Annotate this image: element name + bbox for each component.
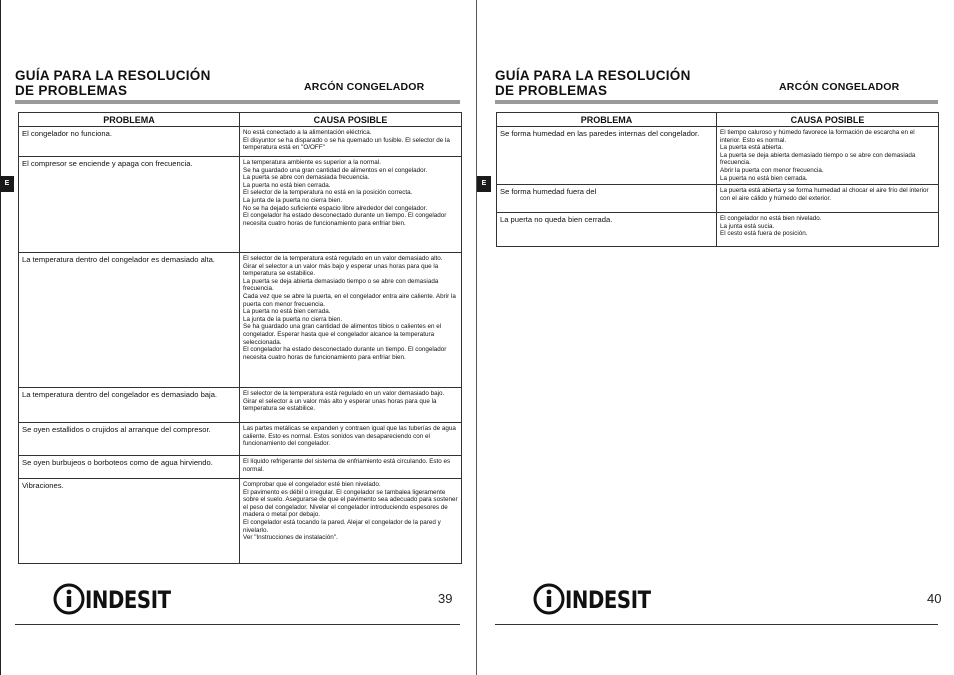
troubleshooting-table (18, 112, 462, 564)
problem-cell: Se forma humedad en las paredes internas del congelador. (497, 127, 717, 185)
cause-line: El congelador ha estado desconectado durante un tiempo. El congelador necesita cuatro horas de funcionamiento para enfriar bien. (243, 346, 447, 361)
cause-line: Las partes metálicas se expanden y contraen igual que las tuberías de agua caliente. Esto es normal. Estos sonidos van desapareciendo con el funcionamiento del congelador. (243, 425, 456, 448)
page-title (15, 68, 211, 98)
header-problem: PROBLEMA (19, 113, 240, 127)
problem-cell: La puerta no queda bien cerrada. (497, 213, 717, 247)
section-subtitle: ARCÓN CONGELADOR (779, 81, 900, 93)
problem-cell: Se oyen burbujeos o borboteos como de agua hirviendo. (19, 456, 240, 479)
title-line-1: GUÍA PARA LA RESOLUCIÓN (15, 68, 211, 83)
cause-line: El congelador ha estado desconectado durante un tiempo. El congelador necesita cuatro horas de funcionamiento para enfriar bien. (243, 212, 447, 227)
table-row (19, 388, 462, 423)
page-number: 39 (438, 591, 453, 606)
table-header-row (19, 113, 462, 127)
cause-line: Comprobar que el congelador esté bien nivelado. (243, 481, 381, 488)
title-line-2: DE PROBLEMAS (15, 83, 128, 98)
page-title (495, 68, 691, 98)
cause-line: El selector de la temperatura no está en la posición correcta. (243, 189, 413, 197)
cause-cell (717, 127, 939, 185)
cause-cell (240, 456, 462, 479)
cause-line: La temperatura ambiente es superior a la normal. (243, 159, 381, 166)
cause-line: La puerta se deja abierta demasiado tiempo o se abre con demasiada frecuencia. (720, 151, 916, 167)
problem-cell: Vibraciones. (19, 479, 240, 564)
cause-line: El cesto está fuera de posición. (720, 230, 808, 238)
cause-line: El líquido refrigerante del sistema de enfriamiento está circulando. Esto es normal. (243, 458, 451, 473)
cause-cell (240, 157, 462, 253)
title-line-1: GUÍA PARA LA RESOLUCIÓN (495, 68, 691, 83)
cause-line: La junta está sucia. (720, 222, 775, 230)
cause-line: El congelador está tocando la pared. Alejar el congelador de la pared y nivelarlo. (243, 518, 441, 534)
cause-line: La puerta no está bien cerrada. (720, 174, 808, 182)
cause-line: No se ha dejado suficiente espacio libre alrededor del congelador. (243, 204, 428, 212)
table-row (497, 185, 939, 213)
cause-line: El congelador no está bien nivelado. (720, 215, 822, 222)
header-problem: PROBLEMA (497, 113, 717, 127)
cause-line: El selector de la temperatura está regulado en un valor demasiado bajo. Girar el selector a un valor más alto y esperar unas horas para que la temperatura se estabilice. (243, 390, 445, 413)
cause-line: La puerta está abierta. (720, 144, 784, 152)
brand-name: INDESIT (85, 586, 171, 614)
page-right (477, 0, 954, 675)
language-tab: E (0, 176, 14, 192)
cause-line: Se ha guardado una gran cantidad de alimentos tibios o calientes en el congelador. Esperar hasta que el congelador alcance la temperatura seleccionada. (243, 323, 442, 346)
problem-cell: La temperatura dentro del congelador es demasiado baja. (19, 388, 240, 423)
cause-line: La puerta se deja abierta demasiado tiempo o se abre con demasiada frecuencia. (243, 277, 439, 293)
cause-line: La puerta no está bien cerrada. (243, 308, 331, 316)
problem-cell: Se oyen estallidos o crujidos al arranque del compresor. (19, 423, 240, 456)
table-row (19, 157, 462, 253)
cause-line: Se ha guardado una gran cantidad de alimentos en el congelador. (243, 166, 428, 174)
cause-line: La puerta se abre con demasiada frecuencia. (243, 174, 370, 182)
problem-cell: La temperatura dentro del congelador es demasiado alta. (19, 253, 240, 388)
brand-logo (53, 582, 173, 616)
title-line-2: DE PROBLEMAS (495, 83, 608, 98)
table-row (19, 127, 462, 157)
cause-cell (240, 423, 462, 456)
brand-name: INDESIT (565, 586, 651, 614)
indesit-logo-icon (53, 582, 87, 616)
cause-line: El pavimento es débil o irregular. El congelador se tambalea ligeramente sobre el suelo. Asegurarse de que el pavimento sea adecuado para sostener el peso del congelador. Nivelar el congelador introduciendo espesores de madera o metal por debajo. (243, 488, 458, 519)
cause-line: El tiempo caluroso y húmedo favorece la formación de escarcha en el interior. Esto es normal. (720, 129, 915, 144)
section-subtitle: ARCÓN CONGELADOR (304, 81, 425, 93)
problem-cell: El congelador no funciona. (19, 127, 240, 157)
cause-cell (240, 253, 462, 388)
cause-cell (240, 479, 462, 564)
cause-cell (240, 127, 462, 157)
header-cause: CAUSA POSIBLE (240, 113, 462, 127)
cause-line: Cada vez que se abre la puerta, en el congelador entra aire caliente. Abrir la puerta con menor frecuencia. (243, 292, 456, 308)
cause-line: La junta de la puerta no cierra bien. (243, 315, 343, 323)
problem-cell: Se forma humedad fuera del (497, 185, 717, 213)
header-cause: CAUSA POSIBLE (717, 113, 939, 127)
brand-logo (533, 582, 653, 616)
cause-line: Abrir la puerta con menor frecuencia. (720, 166, 824, 174)
header-rule (15, 100, 460, 104)
cause-line: No está conectado a la alimentación eléctrica. (243, 129, 372, 136)
table-header-row (497, 113, 939, 127)
indesit-logo-icon (533, 582, 567, 616)
table-row (19, 253, 462, 388)
cause-line: La junta de la puerta no cierra bien. (243, 196, 343, 204)
footer-rule (495, 624, 938, 625)
cause-line: El selector de la temperatura está regulado en un valor demasiado alto. Girar el selector a un valor más bajo y esperar unas horas para que la temperatura se estabilice. (243, 255, 443, 278)
header-rule (495, 100, 938, 104)
page-number: 40 (927, 591, 942, 606)
cause-cell (717, 213, 939, 247)
table-row (497, 127, 939, 185)
footer-rule (15, 624, 460, 625)
cause-line: La puerta está abierta y se forma humedad al chocar el aire frío del interior con el aire cálido y húmedo del exterior. (720, 187, 929, 202)
cause-cell (240, 388, 462, 423)
cause-line: El disyuntor se ha disparado o se ha quemado un fusible. El selector de la temperatura está en "O/OFF" (243, 136, 450, 152)
table-row (19, 479, 462, 564)
table-row (19, 423, 462, 456)
cause-cell (717, 185, 939, 213)
language-tab: E (477, 176, 491, 192)
troubleshooting-table (496, 112, 939, 247)
table-row (497, 213, 939, 247)
problem-cell: El compresor se enciende y apaga con frecuencia. (19, 157, 240, 253)
table-row (19, 456, 462, 479)
cause-line: Ver "Instrucciones de instalación". (243, 534, 338, 542)
cause-line: La puerta no está bien cerrada. (243, 181, 331, 189)
